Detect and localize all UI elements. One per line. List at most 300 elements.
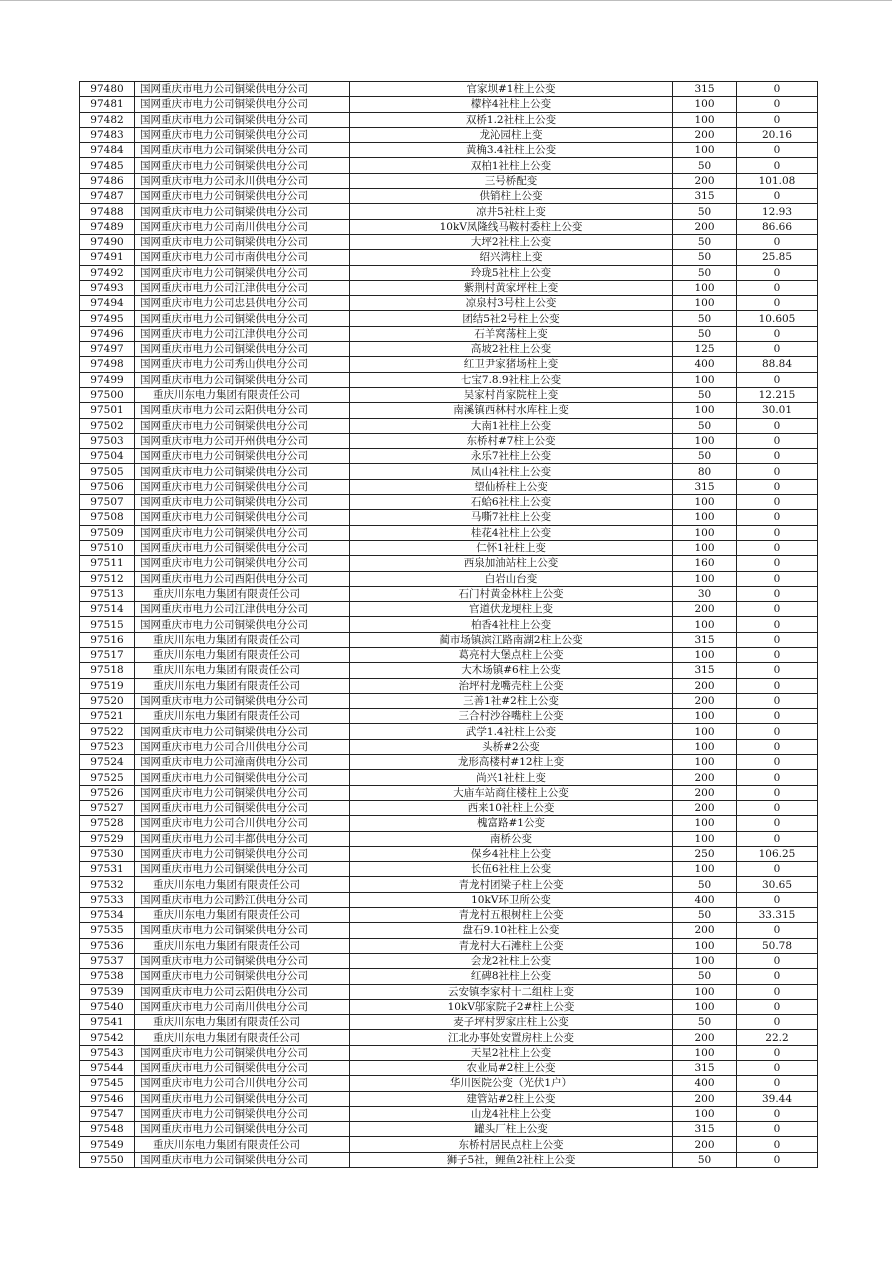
transformer-name-cell: 头桥#2公变	[350, 739, 673, 754]
transformer-name-cell: 保乡4社柱上公变	[350, 846, 673, 861]
row-id-cell: 97493	[80, 280, 135, 295]
transformer-table	[79, 81, 818, 1168]
company-name-cell: 国网重庆市电力公司南川供电分公司	[135, 999, 350, 1014]
table-row	[80, 173, 818, 188]
row-id-cell: 97502	[80, 418, 135, 433]
transformer-name-cell: 团结5社2号柱上公变	[350, 311, 673, 326]
row-id-cell: 97498	[80, 357, 135, 372]
value-cell: 0	[737, 739, 818, 754]
capacity-cell: 100	[673, 510, 737, 525]
value-cell: 0	[737, 663, 818, 678]
company-name-cell: 国网重庆市电力公司江津供电分公司	[135, 280, 350, 295]
value-cell: 0	[737, 724, 818, 739]
capacity-cell: 50	[673, 311, 737, 326]
company-name-cell: 国网重庆市电力公司铜梁供电分公司	[135, 495, 350, 510]
capacity-cell: 50	[673, 1015, 737, 1030]
capacity-cell: 100	[673, 97, 737, 112]
row-id-cell: 97508	[80, 510, 135, 525]
transformer-name-cell: 大庙车站商住楼柱上公变	[350, 785, 673, 800]
transformer-name-cell: 永乐7社柱上公变	[350, 449, 673, 464]
transformer-name-cell: 马嘶7社柱上公变	[350, 510, 673, 525]
capacity-cell: 200	[673, 693, 737, 708]
transformer-name-cell: 东桥村#7柱上公变	[350, 433, 673, 448]
capacity-cell: 100	[673, 755, 737, 770]
capacity-cell: 100	[673, 112, 737, 127]
capacity-cell: 100	[673, 831, 737, 846]
row-id-cell: 97534	[80, 908, 135, 923]
company-name-cell: 国网重庆市电力公司铜梁供电分公司	[135, 846, 350, 861]
row-id-cell: 97500	[80, 387, 135, 402]
company-name-cell: 国网重庆市电力公司铜梁供电分公司	[135, 143, 350, 158]
capacity-cell: 400	[673, 357, 737, 372]
company-name-cell: 国网重庆市电力公司铜梁供电分公司	[135, 311, 350, 326]
capacity-cell: 100	[673, 724, 737, 739]
company-name-cell: 国网重庆市电力公司铜梁供电分公司	[135, 127, 350, 142]
value-cell: 33.315	[737, 908, 818, 923]
company-name-cell: 重庆川东电力集团有限责任公司	[135, 1030, 350, 1045]
table-row	[80, 219, 818, 234]
value-cell: 0	[737, 999, 818, 1014]
value-cell: 39.44	[737, 1091, 818, 1106]
row-id-cell: 97521	[80, 709, 135, 724]
company-name-cell: 国网重庆市电力公司铜梁供电分公司	[135, 953, 350, 968]
transformer-name-cell: 青龙村大石滩柱上公变	[350, 938, 673, 953]
capacity-cell: 50	[673, 265, 737, 280]
table-row	[80, 1106, 818, 1121]
transformer-name-cell: 青龙村五根树柱上公变	[350, 908, 673, 923]
table-row	[80, 571, 818, 586]
transformer-name-cell: 大南1社柱上公变	[350, 418, 673, 433]
table-row	[80, 1152, 818, 1167]
value-cell: 0	[737, 296, 818, 311]
company-name-cell: 国网重庆市电力公司铜梁供电分公司	[135, 923, 350, 938]
table-row	[80, 617, 818, 632]
capacity-cell: 200	[673, 800, 737, 815]
row-id-cell: 97517	[80, 647, 135, 662]
transformer-name-cell: 双柏1社柱上公变	[350, 158, 673, 173]
transformer-name-cell: 会龙2社柱上公变	[350, 953, 673, 968]
capacity-cell: 50	[673, 908, 737, 923]
table-row	[80, 1076, 818, 1091]
value-cell: 88.84	[737, 357, 818, 372]
company-name-cell: 国网重庆市电力公司铜梁供电分公司	[135, 189, 350, 204]
company-name-cell: 重庆川东电力集团有限责任公司	[135, 586, 350, 601]
table-row	[80, 556, 818, 571]
row-id-cell: 97550	[80, 1152, 135, 1167]
company-name-cell: 国网重庆市电力公司潼南供电分公司	[135, 755, 350, 770]
company-name-cell: 国网重庆市电力公司铜梁供电分公司	[135, 724, 350, 739]
table-row	[80, 938, 818, 953]
table-row	[80, 433, 818, 448]
value-cell: 0	[737, 449, 818, 464]
capacity-cell: 200	[673, 770, 737, 785]
table-row	[80, 525, 818, 540]
transformer-name-cell: 三合村沙谷嘴柱上公变	[350, 709, 673, 724]
value-cell: 0	[737, 495, 818, 510]
company-name-cell: 国网重庆市电力公司忠县供电分公司	[135, 296, 350, 311]
transformer-name-cell: 龙形高楼村#12柱上变	[350, 755, 673, 770]
transformer-name-cell: 凉井5社柱上变	[350, 204, 673, 219]
table-row	[80, 678, 818, 693]
table-row	[80, 97, 818, 112]
table-row	[80, 357, 818, 372]
value-cell: 0	[737, 953, 818, 968]
value-cell: 0	[737, 1122, 818, 1137]
transformer-name-cell: 西来10社柱上公变	[350, 800, 673, 815]
company-name-cell: 国网重庆市电力公司酉阳供电分公司	[135, 571, 350, 586]
value-cell: 0	[737, 632, 818, 647]
transformer-name-cell: 凤山4社柱上公变	[350, 464, 673, 479]
value-cell: 0	[737, 112, 818, 127]
table-row	[80, 449, 818, 464]
transformer-name-cell: 凉泉村3号柱上公变	[350, 296, 673, 311]
transformer-name-cell: 石羊窝荡柱上变	[350, 326, 673, 341]
value-cell: 30.01	[737, 403, 818, 418]
row-id-cell: 97510	[80, 540, 135, 555]
table-row	[80, 800, 818, 815]
table-row	[80, 495, 818, 510]
row-id-cell: 97491	[80, 250, 135, 265]
table-row	[80, 984, 818, 999]
row-id-cell: 97526	[80, 785, 135, 800]
row-id-cell: 97530	[80, 846, 135, 861]
value-cell: 0	[737, 969, 818, 984]
capacity-cell: 30	[673, 586, 737, 601]
row-id-cell: 97547	[80, 1106, 135, 1121]
value-cell: 0	[737, 984, 818, 999]
capacity-cell: 200	[673, 1030, 737, 1045]
row-id-cell: 97501	[80, 403, 135, 418]
row-id-cell: 97523	[80, 739, 135, 754]
transformer-name-cell: 黄桷3.4社柱上公变	[350, 143, 673, 158]
company-name-cell: 国网重庆市电力公司南川供电分公司	[135, 219, 350, 234]
row-id-cell: 97520	[80, 693, 135, 708]
table-row	[80, 739, 818, 754]
row-id-cell: 97524	[80, 755, 135, 770]
value-cell: 0	[737, 433, 818, 448]
company-name-cell: 国网重庆市电力公司铜梁供电分公司	[135, 112, 350, 127]
value-cell: 0	[737, 510, 818, 525]
company-name-cell: 国网重庆市电力公司铜梁供电分公司	[135, 234, 350, 249]
company-name-cell: 国网重庆市电力公司铜梁供电分公司	[135, 97, 350, 112]
table-row	[80, 1061, 818, 1076]
capacity-cell: 100	[673, 816, 737, 831]
row-id-cell: 97540	[80, 999, 135, 1014]
transformer-name-cell: 大木场镇#6柱上公变	[350, 663, 673, 678]
value-cell: 0	[737, 372, 818, 387]
value-cell: 0	[737, 602, 818, 617]
company-name-cell: 国网重庆市电力公司铜梁供电分公司	[135, 1045, 350, 1060]
row-id-cell: 97509	[80, 525, 135, 540]
capacity-cell: 100	[673, 1106, 737, 1121]
capacity-cell: 100	[673, 525, 737, 540]
company-name-cell: 国网重庆市电力公司云阳供电分公司	[135, 984, 350, 999]
value-cell: 0	[737, 418, 818, 433]
transformer-name-cell: 东桥村居民点柱上公变	[350, 1137, 673, 1152]
company-name-cell: 重庆川东电力集团有限责任公司	[135, 663, 350, 678]
transformer-name-cell: 10kV邬家院子2#柱上公变	[350, 999, 673, 1014]
transformer-name-cell: 红卫尹家猪场柱上变	[350, 357, 673, 372]
value-cell: 0	[737, 540, 818, 555]
table-row	[80, 234, 818, 249]
row-id-cell: 97541	[80, 1015, 135, 1030]
value-cell: 0	[737, 1137, 818, 1152]
capacity-cell: 160	[673, 556, 737, 571]
transformer-name-cell: 仁怀1社柱上变	[350, 540, 673, 555]
value-cell: 0	[737, 586, 818, 601]
transformer-name-cell: 柏香4社柱上公变	[350, 617, 673, 632]
company-name-cell: 国网重庆市电力公司铜梁供电分公司	[135, 479, 350, 494]
company-name-cell: 重庆川东电力集团有限责任公司	[135, 647, 350, 662]
row-id-cell: 97490	[80, 234, 135, 249]
row-id-cell: 97511	[80, 556, 135, 571]
row-id-cell: 97512	[80, 571, 135, 586]
value-cell: 0	[737, 265, 818, 280]
table-row	[80, 785, 818, 800]
capacity-cell: 200	[673, 602, 737, 617]
capacity-cell: 50	[673, 418, 737, 433]
table-row	[80, 892, 818, 907]
transformer-name-cell: 玲珑5社柱上公变	[350, 265, 673, 280]
row-id-cell: 97481	[80, 97, 135, 112]
row-id-cell: 97499	[80, 372, 135, 387]
company-name-cell: 国网重庆市电力公司丰都供电分公司	[135, 831, 350, 846]
table-row	[80, 693, 818, 708]
transformer-name-cell: 农业局#2柱上公变	[350, 1061, 673, 1076]
table-row	[80, 158, 818, 173]
company-name-cell: 重庆川东电力集团有限责任公司	[135, 387, 350, 402]
transformer-name-cell: 石门村黄金林柱上公变	[350, 586, 673, 601]
table-row	[80, 1122, 818, 1137]
row-id-cell: 97487	[80, 189, 135, 204]
value-cell: 0	[737, 1106, 818, 1121]
company-name-cell: 重庆川东电力集团有限责任公司	[135, 632, 350, 647]
capacity-cell: 100	[673, 571, 737, 586]
value-cell: 0	[737, 280, 818, 295]
table-row	[80, 143, 818, 158]
row-id-cell: 97516	[80, 632, 135, 647]
row-id-cell: 97488	[80, 204, 135, 219]
value-cell: 0	[737, 770, 818, 785]
page-top-rule	[0, 0, 892, 1]
value-cell: 0	[737, 755, 818, 770]
transformer-name-cell: 白岩山台变	[350, 571, 673, 586]
table-row	[80, 999, 818, 1014]
company-name-cell: 重庆川东电力集团有限责任公司	[135, 908, 350, 923]
row-id-cell: 97484	[80, 143, 135, 158]
table-row	[80, 1030, 818, 1045]
transformer-name-cell: 治坪村龙嘴壳柱上公变	[350, 678, 673, 693]
table-row	[80, 923, 818, 938]
table-row	[80, 112, 818, 127]
transformer-name-cell: 罐头厂柱上公变	[350, 1122, 673, 1137]
value-cell: 50.78	[737, 938, 818, 953]
capacity-cell: 125	[673, 342, 737, 357]
capacity-cell: 200	[673, 785, 737, 800]
company-name-cell: 国网重庆市电力公司铜梁供电分公司	[135, 556, 350, 571]
company-name-cell: 国网重庆市电力公司秀山供电分公司	[135, 357, 350, 372]
capacity-cell: 100	[673, 862, 737, 877]
company-name-cell: 国网重庆市电力公司铜梁供电分公司	[135, 158, 350, 173]
capacity-cell: 315	[673, 632, 737, 647]
row-id-cell: 97495	[80, 311, 135, 326]
company-name-cell: 国网重庆市电力公司铜梁供电分公司	[135, 1091, 350, 1106]
row-id-cell: 97529	[80, 831, 135, 846]
value-cell: 0	[737, 143, 818, 158]
value-cell: 0	[737, 158, 818, 173]
value-cell: 0	[737, 525, 818, 540]
table-row	[80, 831, 818, 846]
value-cell: 0	[737, 189, 818, 204]
company-name-cell: 重庆川东电力集团有限责任公司	[135, 678, 350, 693]
capacity-cell: 315	[673, 663, 737, 678]
company-name-cell: 国网重庆市电力公司铜梁供电分公司	[135, 1061, 350, 1076]
value-cell: 0	[737, 617, 818, 632]
capacity-cell: 100	[673, 143, 737, 158]
company-name-cell: 国网重庆市电力公司铜梁供电分公司	[135, 1106, 350, 1121]
row-id-cell: 97486	[80, 173, 135, 188]
value-cell: 0	[737, 693, 818, 708]
value-cell: 0	[737, 1061, 818, 1076]
capacity-cell: 100	[673, 280, 737, 295]
table-row	[80, 770, 818, 785]
value-cell: 106.25	[737, 846, 818, 861]
transformer-name-cell: 长伍6社柱上公变	[350, 862, 673, 877]
capacity-cell: 100	[673, 372, 737, 387]
transformer-name-cell: 蔺市场镇滨江路南湖2柱上公变	[350, 632, 673, 647]
transformer-name-cell: 桂花4社柱上公变	[350, 525, 673, 540]
capacity-cell: 200	[673, 219, 737, 234]
capacity-cell: 100	[673, 495, 737, 510]
transformer-name-cell: 天星2社柱上公变	[350, 1045, 673, 1060]
row-id-cell: 97546	[80, 1091, 135, 1106]
table-row	[80, 953, 818, 968]
value-cell: 0	[737, 800, 818, 815]
company-name-cell: 重庆川东电力集团有限责任公司	[135, 877, 350, 892]
company-name-cell: 国网重庆市电力公司铜梁供电分公司	[135, 510, 350, 525]
company-name-cell: 国网重庆市电力公司合川供电分公司	[135, 739, 350, 754]
transformer-name-cell: 七宝7.8.9社柱上公变	[350, 372, 673, 387]
company-name-cell: 国网重庆市电力公司永川供电分公司	[135, 173, 350, 188]
capacity-cell: 50	[673, 326, 737, 341]
company-name-cell: 国网重庆市电力公司云阳供电分公司	[135, 403, 350, 418]
company-name-cell: 国网重庆市电力公司铜梁供电分公司	[135, 525, 350, 540]
value-cell: 22.2	[737, 1030, 818, 1045]
row-id-cell: 97538	[80, 969, 135, 984]
table-row	[80, 755, 818, 770]
row-id-cell: 97539	[80, 984, 135, 999]
company-name-cell: 国网重庆市电力公司铜梁供电分公司	[135, 800, 350, 815]
value-cell: 0	[737, 326, 818, 341]
table-row	[80, 311, 818, 326]
capacity-cell: 50	[673, 449, 737, 464]
capacity-cell: 200	[673, 678, 737, 693]
company-name-cell: 国网重庆市电力公司铜梁供电分公司	[135, 204, 350, 219]
transformer-name-cell: 石蛤6社柱上公变	[350, 495, 673, 510]
capacity-cell: 400	[673, 892, 737, 907]
company-name-cell: 重庆川东电力集团有限责任公司	[135, 1137, 350, 1152]
value-cell: 0	[737, 1152, 818, 1167]
company-name-cell: 国网重庆市电力公司铜梁供电分公司	[135, 464, 350, 479]
capacity-cell: 315	[673, 479, 737, 494]
transformer-name-cell: 10kV凤隆线马鞍村委柱上公变	[350, 219, 673, 234]
capacity-cell: 100	[673, 953, 737, 968]
capacity-cell: 100	[673, 1045, 737, 1060]
capacity-cell: 200	[673, 127, 737, 142]
row-id-cell: 97536	[80, 938, 135, 953]
capacity-cell: 100	[673, 403, 737, 418]
value-cell: 12.93	[737, 204, 818, 219]
value-cell: 0	[737, 342, 818, 357]
table-row	[80, 479, 818, 494]
capacity-cell: 50	[673, 158, 737, 173]
table-row	[80, 846, 818, 861]
table-row	[80, 724, 818, 739]
row-id-cell: 97503	[80, 433, 135, 448]
value-cell: 0	[737, 82, 818, 97]
table-row	[80, 862, 818, 877]
transformer-name-cell: 龙沁园柱上变	[350, 127, 673, 142]
capacity-cell: 200	[673, 923, 737, 938]
transformer-name-cell: 10kV环卫所公变	[350, 892, 673, 907]
value-cell: 0	[737, 97, 818, 112]
transformer-name-cell: 官道伏龙埂柱上变	[350, 602, 673, 617]
transformer-name-cell: 葛亮村大堡点柱上公变	[350, 647, 673, 662]
table-row	[80, 204, 818, 219]
table-row	[80, 510, 818, 525]
row-id-cell: 97545	[80, 1076, 135, 1091]
transformer-name-cell: 望仙桥柱上公变	[350, 479, 673, 494]
table-row	[80, 372, 818, 387]
value-cell: 0	[737, 816, 818, 831]
transformer-name-cell: 华川医院公变（光伏1户）	[350, 1076, 673, 1091]
capacity-cell: 315	[673, 1061, 737, 1076]
table-row	[80, 602, 818, 617]
transformer-name-cell: 三号桥配变	[350, 173, 673, 188]
table-row	[80, 189, 818, 204]
company-name-cell: 国网重庆市电力公司铜梁供电分公司	[135, 372, 350, 387]
company-name-cell: 国网重庆市电力公司市南供电分公司	[135, 250, 350, 265]
capacity-cell: 100	[673, 984, 737, 999]
company-name-cell: 国网重庆市电力公司铜梁供电分公司	[135, 617, 350, 632]
value-cell: 0	[737, 571, 818, 586]
capacity-cell: 100	[673, 540, 737, 555]
value-cell: 10.605	[737, 311, 818, 326]
transformer-name-cell: 青龙村团梁子柱上公变	[350, 877, 673, 892]
row-id-cell: 97542	[80, 1030, 135, 1045]
table-row	[80, 586, 818, 601]
row-id-cell: 97506	[80, 479, 135, 494]
row-id-cell: 97518	[80, 663, 135, 678]
row-id-cell: 97513	[80, 586, 135, 601]
row-id-cell: 97527	[80, 800, 135, 815]
capacity-cell: 50	[673, 1152, 737, 1167]
value-cell: 101.08	[737, 173, 818, 188]
row-id-cell: 97533	[80, 892, 135, 907]
capacity-cell: 50	[673, 204, 737, 219]
table-row	[80, 540, 818, 555]
table-row	[80, 296, 818, 311]
table-row	[80, 1015, 818, 1030]
row-id-cell: 97507	[80, 495, 135, 510]
capacity-cell: 50	[673, 387, 737, 402]
row-id-cell: 97505	[80, 464, 135, 479]
row-id-cell: 97497	[80, 342, 135, 357]
row-id-cell: 97485	[80, 158, 135, 173]
row-id-cell: 97480	[80, 82, 135, 97]
transformer-name-cell: 尚兴1社柱上变	[350, 770, 673, 785]
transformer-name-cell: 麦子坪村罗家庄柱上公变	[350, 1015, 673, 1030]
